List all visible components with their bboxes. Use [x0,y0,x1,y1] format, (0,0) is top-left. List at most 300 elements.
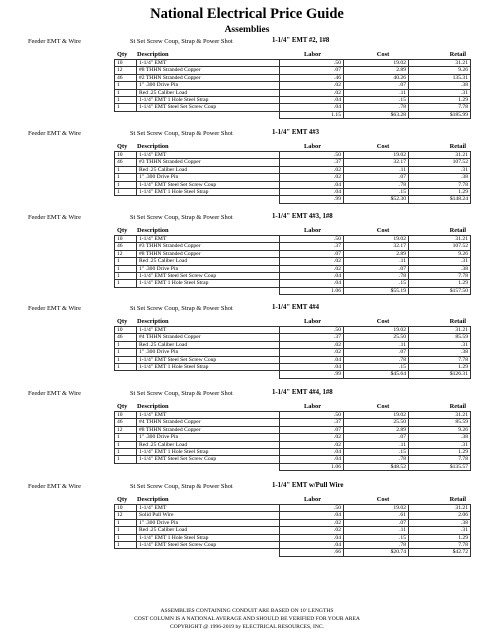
labor-cell: .04 [280,280,344,287]
col-labor-header: Labor [304,143,322,150]
description-cell: 1-1/4" EMT 1 Hole Steel Strap [137,364,280,371]
qty-cell: 1 [115,364,137,371]
qty-cell: 12 [115,512,137,519]
retail-cell: 7.78 [409,273,471,280]
cost-cell: .11 [344,89,409,96]
section-category: Feeder EMT & Wire [28,214,81,221]
retail-cell: 85.59 [409,419,471,426]
table-row [115,258,471,265]
table-row [115,74,471,81]
retail-cell: 1.29 [409,364,471,371]
labor-cell: .04 [280,512,344,519]
table-row [115,519,471,526]
qty-cell: 10 [115,60,137,67]
total-row [115,196,471,203]
description-cell: 1-1/4" EMT 1 Hole Steel Strap [137,449,280,456]
page-title: National Electrical Price Guide [150,6,344,22]
table-row [115,152,471,159]
qty-cell: 1 [115,456,137,463]
table-row [115,89,471,96]
qty-cell: 1 [115,89,137,96]
table-row [115,67,471,74]
total-row [115,549,471,556]
cost-cell: .15 [344,189,409,196]
labor-cell: .07 [280,67,344,74]
col-qty-header: Qty [117,318,128,325]
qty-cell: 1 [115,174,137,181]
cost-cell: .15 [344,449,409,456]
cost-cell: .07 [344,349,409,356]
description-cell: #8 THHN Stranded Copper [137,67,280,74]
assembly-name: 1-1/4" EMT 4#3 [272,129,320,136]
table-row [115,542,471,549]
description-cell: #4 THHN Stranded Copper [137,419,280,426]
section-category: Feeder EMT & Wire [28,38,81,45]
cost-cell: .11 [344,341,409,348]
total-cost: $48.52 [344,463,409,470]
total-labor: 1.06 [280,287,344,294]
retail-cell: 31.21 [409,236,471,243]
qty-cell: 46 [115,243,137,250]
description-cell: Solid Pull Wire [137,512,280,519]
retail-cell: 31.21 [409,412,471,419]
qty-cell: 1 [115,356,137,363]
section-type: St Set Screw Coup, Strap & Power Shot [130,390,233,397]
section-category: Feeder EMT & Wire [28,483,81,490]
qty-cell: 1 [115,258,137,265]
cost-cell: 32.17 [344,243,409,250]
cost-cell: 25.50 [344,419,409,426]
col-qty-header: Qty [117,496,128,503]
section-header [0,37,494,48]
labor-cell: .50 [280,505,344,512]
total-retail: $157.50 [409,287,471,294]
description-cell: #3 THHN Stranded Copper [137,243,280,250]
retail-cell: .38 [409,174,471,181]
total-retail: $185.99 [409,111,471,118]
retail-cell: .38 [409,519,471,526]
qty-cell: 1 [115,441,137,448]
column-headers [0,48,494,59]
retail-cell: 31.21 [409,505,471,512]
description-cell: 1-1/4" EMT [137,505,280,512]
table-row [115,181,471,188]
description-cell: #8 THHN Stranded Copper [137,250,280,257]
col-cost-header: Cost [376,403,390,410]
table-row [115,534,471,541]
assembly-section [0,37,494,119]
retail-cell: 7.78 [409,542,471,549]
cost-cell: .78 [344,273,409,280]
description-cell: 1" .300 Drive Pin [137,82,280,89]
retail-cell: .31 [409,258,471,265]
cost-cell: .78 [344,356,409,363]
qty-cell: 1 [115,104,137,111]
description-cell: 1-1/4" EMT Steel Set Screw Coup [137,356,280,363]
section-category: Feeder EMT & Wire [28,390,81,397]
col-description-header: Description [137,403,169,410]
table-row [115,243,471,250]
description-cell: 1-1/4" EMT [137,152,280,159]
table-row [115,174,471,181]
labor-cell: .37 [280,243,344,250]
col-description-header: Description [137,143,169,150]
total-labor: 1.06 [280,463,344,470]
assembly-name: 1-1/4" EMT 4#4 [272,304,320,311]
cost-cell: 19.02 [344,236,409,243]
qty-cell: 1 [115,519,137,526]
cost-cell: .15 [344,534,409,541]
total-labor: 1.15 [280,111,344,118]
cost-cell: .61 [344,512,409,519]
retail-cell: .31 [409,527,471,534]
labor-cell: .37 [280,334,344,341]
cost-cell: .07 [344,265,409,272]
total-labor: .99 [280,371,344,378]
col-cost-header: Cost [376,318,390,325]
total-labor: .66 [280,549,344,556]
description-cell: 1-1/4" EMT [137,236,280,243]
retail-cell: 9.26 [409,426,471,433]
col-retail-header: Retail [449,51,466,58]
retail-cell: 135.31 [409,74,471,81]
col-labor-header: Labor [304,51,322,58]
cost-cell: .11 [344,527,409,534]
retail-cell: .38 [409,265,471,272]
labor-cell: .02 [280,519,344,526]
cost-cell: 19.02 [344,60,409,67]
labor-cell: .02 [280,174,344,181]
col-retail-header: Retail [449,143,466,150]
total-retail: $126.31 [409,371,471,378]
retail-cell: 1.29 [409,534,471,541]
retail-cell: .38 [409,434,471,441]
qty-cell: 10 [115,152,137,159]
table-row [115,456,471,463]
labor-cell: .02 [280,166,344,173]
col-cost-header: Cost [376,227,390,234]
qty-cell: 1 [115,82,137,89]
qty-cell: 46 [115,159,137,166]
qty-cell: 1 [115,434,137,441]
cost-cell: 19.02 [344,505,409,512]
description-cell: 1-1/4" EMT Steel Set Screw Coup [137,181,280,188]
description-cell: 1-1/4" EMT [137,60,280,67]
retail-cell: 85.59 [409,334,471,341]
table-row [115,419,471,426]
description-cell: Red .25 Caliber Load [137,341,280,348]
qty-cell: 46 [115,334,137,341]
cost-cell: .07 [344,434,409,441]
description-cell: #2 THHN Stranded Copper [137,74,280,81]
description-cell: 1-1/4" EMT Steel Set Screw Coup [137,273,280,280]
section-type: St Set Screw Coup, Strap & Power Shot [130,483,233,490]
qty-cell: 46 [115,74,137,81]
labor-cell: .02 [280,341,344,348]
labor-cell: .04 [280,181,344,188]
labor-cell: .04 [280,273,344,280]
table-row [115,273,471,280]
table-row [115,364,471,371]
labor-cell: .50 [280,412,344,419]
description-cell: Red .25 Caliber Load [137,527,280,534]
col-retail-header: Retail [449,227,466,234]
qty-cell: 46 [115,419,137,426]
description-cell: #3 THHN Stranded Copper [137,159,280,166]
retail-cell: 9.26 [409,67,471,74]
qty-cell: 1 [115,265,137,272]
items-table [114,326,471,379]
description-cell: 1-1/4" EMT [137,327,280,334]
labor-cell: .04 [280,104,344,111]
description-cell: 1-1/4" EMT 1 Hole Steel Strap [137,280,280,287]
table-row [115,505,471,512]
col-labor-header: Labor [304,318,322,325]
qty-cell: 1 [115,534,137,541]
description-cell: #8 THHN Stranded Copper [137,426,280,433]
assembly-name: 1-1/4" EMT 4#3, 1#8 [272,213,333,220]
cost-cell: .78 [344,181,409,188]
cost-cell: .15 [344,280,409,287]
col-labor-header: Labor [304,403,322,410]
qty-cell: 1 [115,341,137,348]
footer-note-cost: COST COLUMN IS A NATIONAL AVERAGE AND SHOULD BE VERIFIED FOR YOUR AREA [134,616,360,622]
col-qty-header: Qty [117,403,128,410]
column-headers [0,493,494,504]
assembly-section [0,213,494,295]
retail-cell: 31.21 [409,152,471,159]
description-cell: 1-1/4" EMT Steel Set Screw Coup [137,542,280,549]
labor-cell: .46 [280,74,344,81]
labor-cell: .04 [280,356,344,363]
table-row [115,449,471,456]
description-cell: 1-1/4" EMT Steel Set Screw Coup [137,104,280,111]
items-table [114,504,471,557]
qty-cell: 12 [115,426,137,433]
footer-copyright: COPYRIGHT @ 1996-2019 by ELECTRICAL RESOURCES, INC. [169,624,324,630]
assembly-name: 1-1/4" EMT w/Pull Wire [272,482,344,489]
description-cell: Red .25 Caliber Load [137,89,280,96]
retail-cell: 7.78 [409,456,471,463]
labor-cell: .50 [280,60,344,67]
description-cell: 1-1/4" EMT 1 Hole Steel Strap [137,97,280,104]
retail-cell: 1.29 [409,97,471,104]
cost-cell: .78 [344,104,409,111]
col-cost-header: Cost [376,143,390,150]
labor-cell: .02 [280,265,344,272]
column-headers [0,400,494,411]
total-retail: $148.24 [409,196,471,203]
cost-cell: .11 [344,166,409,173]
col-labor-header: Labor [304,496,322,503]
table-row [115,166,471,173]
description-cell: #4 THHN Stranded Copper [137,334,280,341]
col-retail-header: Retail [449,496,466,503]
col-qty-header: Qty [117,51,128,58]
qty-cell: 12 [115,250,137,257]
total-row [115,111,471,118]
table-row [115,441,471,448]
section-header [0,482,494,493]
qty-cell: 12 [115,67,137,74]
description-cell: Red .25 Caliber Load [137,441,280,448]
qty-cell: 1 [115,527,137,534]
section-type: St Set Screw Coup, Strap & Power Shot [130,305,233,312]
cost-cell: 32.17 [344,159,409,166]
table-row [115,512,471,519]
section-type: St Set Screw Coup, Strap & Power Shot [130,130,233,137]
section-type: St Set Screw Coup, Strap & Power Shot [130,38,233,45]
col-retail-header: Retail [449,318,466,325]
col-description-header: Description [137,496,169,503]
total-cost: $55.19 [344,287,409,294]
qty-cell: 1 [115,189,137,196]
col-labor-header: Labor [304,227,322,234]
page-subtitle: Assemblies [224,25,270,35]
labor-cell: .04 [280,189,344,196]
section-header [0,389,494,400]
labor-cell: .02 [280,89,344,96]
retail-cell: .31 [409,441,471,448]
table-row [115,349,471,356]
description-cell: 1" .300 Drive Pin [137,519,280,526]
labor-cell: .02 [280,258,344,265]
table-row [115,412,471,419]
table-row [115,104,471,111]
cost-cell: .07 [344,519,409,526]
retail-cell: 1.29 [409,189,471,196]
table-row [115,426,471,433]
qty-cell: 1 [115,449,137,456]
col-qty-header: Qty [117,227,128,234]
cost-cell: 19.02 [344,152,409,159]
cost-cell: 25.50 [344,334,409,341]
cost-cell: .07 [344,174,409,181]
section-header [0,304,494,315]
cost-cell: .15 [344,364,409,371]
labor-cell: .02 [280,82,344,89]
labor-cell: .37 [280,159,344,166]
assembly-name: 1-1/4" EMT #2, 1#8 [272,37,330,44]
assembly-section [0,129,494,204]
total-row [115,463,471,470]
section-category: Feeder EMT & Wire [28,305,81,312]
cost-cell: .78 [344,456,409,463]
qty-cell: 1 [115,97,137,104]
description-cell: 1" .300 Drive Pin [137,174,280,181]
col-qty-header: Qty [117,143,128,150]
col-cost-header: Cost [376,51,390,58]
assembly-name: 1-1/4" EMT 4#4, 1#8 [272,389,333,396]
table-row [115,434,471,441]
table-row [115,250,471,257]
retail-cell: 107.52 [409,243,471,250]
retail-cell: 1.29 [409,280,471,287]
retail-cell: 7.78 [409,356,471,363]
total-cost: $52.30 [344,196,409,203]
table-row [115,236,471,243]
labor-cell: .07 [280,426,344,433]
description-cell: Red .25 Caliber Load [137,166,280,173]
retail-cell: 107.52 [409,159,471,166]
labor-cell: .04 [280,456,344,463]
total-retail: $42.72 [409,549,471,556]
labor-cell: .50 [280,236,344,243]
cost-cell: 2.89 [344,250,409,257]
labor-cell: .02 [280,441,344,448]
labor-cell: .02 [280,527,344,534]
total-cost: $63.28 [344,111,409,118]
section-category: Feeder EMT & Wire [28,130,81,137]
retail-cell: .38 [409,349,471,356]
column-headers [0,224,494,235]
col-retail-header: Retail [449,403,466,410]
qty-cell: 10 [115,505,137,512]
retail-cell: 7.78 [409,181,471,188]
description-cell: 1-1/4" EMT Steel Set Screw Coup [137,456,280,463]
description-cell: 1-1/4" EMT [137,412,280,419]
col-description-header: Description [137,227,169,234]
qty-cell: 10 [115,327,137,334]
retail-cell: 1.29 [409,449,471,456]
description-cell: 1" .300 Drive Pin [137,434,280,441]
section-type: St Set Screw Coup, Strap & Power Shot [130,214,233,221]
table-row [115,334,471,341]
items-table [114,151,471,204]
assembly-section [0,304,494,379]
items-table [114,411,471,471]
section-header [0,213,494,224]
total-cost: $45.64 [344,371,409,378]
labor-cell: .04 [280,97,344,104]
table-row [115,265,471,272]
cost-cell: .15 [344,97,409,104]
table-row [115,527,471,534]
table-row [115,82,471,89]
labor-cell: .07 [280,250,344,257]
section-header [0,129,494,140]
description-cell: Red .25 Caliber Load [137,258,280,265]
retail-cell: 2.06 [409,512,471,519]
cost-cell: .07 [344,82,409,89]
cost-cell: .11 [344,441,409,448]
retail-cell: .31 [409,89,471,96]
column-headers [0,140,494,151]
labor-cell: .04 [280,364,344,371]
labor-cell: .04 [280,534,344,541]
retail-cell: .31 [409,166,471,173]
footer-note-lengths: ASSEMBLIES CONTAINING CONDUIT ARE BASED ON 10' LENGTHS [160,608,334,614]
retail-cell: 31.21 [409,327,471,334]
col-description-header: Description [137,51,169,58]
labor-cell: .02 [280,434,344,441]
assembly-section [0,389,494,471]
labor-cell: .50 [280,152,344,159]
retail-cell: 7.78 [409,104,471,111]
labor-cell: .02 [280,349,344,356]
qty-cell: 1 [115,349,137,356]
labor-cell: .04 [280,542,344,549]
table-row [115,280,471,287]
labor-cell: .04 [280,449,344,456]
retail-cell: .31 [409,341,471,348]
retail-cell: .38 [409,82,471,89]
description-cell: 1" .300 Drive Pin [137,265,280,272]
table-row [115,60,471,67]
column-headers [0,315,494,326]
cost-cell: .78 [344,542,409,549]
col-cost-header: Cost [376,496,390,503]
